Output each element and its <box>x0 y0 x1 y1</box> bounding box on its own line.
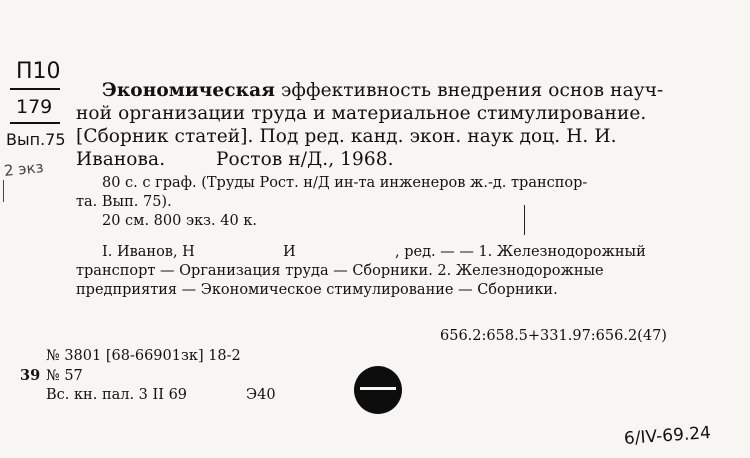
punched-hole <box>354 366 402 414</box>
entry-title-bold: Экономическая <box>102 80 275 101</box>
tracing-line-1a: I. Иванов, Н <box>102 244 195 260</box>
entry-line-7: 20 см. 800 экз. 40 к. <box>102 213 258 229</box>
entry-line-4a: Иванова. <box>76 149 166 170</box>
shelf-mark-2: 179 <box>16 96 53 118</box>
shelf-mark-4: 2 экз <box>3 157 45 181</box>
tracing-line-3: предприятия — Экономическое стимулирование — Сборники. <box>76 282 558 298</box>
entry-title-rest: эффективность внедрения основ науч- <box>280 80 664 101</box>
entry-line-3: [Сборник статей]. Под ред. канд. экон. наук доц. Н. И. <box>76 126 617 147</box>
registry-line-3b: Э40 <box>246 387 276 403</box>
vertical-mark <box>524 205 525 235</box>
date-note: 6/IV-69.24 <box>623 422 712 450</box>
shelf-mark-1: П10 <box>16 59 61 84</box>
entry-line-1 <box>102 82 663 101</box>
registry-prefix: 39 <box>20 367 41 384</box>
classification-index: 656.2:658.5+331.97:656.2(47) <box>440 328 667 344</box>
underline <box>10 122 60 124</box>
underline <box>10 88 60 90</box>
entry-line-2: ной организации труда и материальное стимулирование. <box>76 103 647 124</box>
tracing-line-1c: , ред. — — 1. Железнодорожный <box>395 244 646 260</box>
margin-mark <box>3 180 4 202</box>
entry-line-6: та. Вып. 75). <box>76 194 172 210</box>
entry-line-4b: Ростов н/Д., 1968. <box>216 149 394 170</box>
entry-line-5: 80 с. с граф. (Труды Рост. н/Д ин-та инженеров ж.-д. транспор- <box>102 175 588 191</box>
tracing-line-1b: И <box>283 244 296 260</box>
registry-line-1: № 3801 [68-66901зк] 18-2 <box>46 348 241 364</box>
tracing-line-2: транспорт — Организация труда — Сборники. 2. Железнодорожные <box>76 263 604 279</box>
registry-line-2: № 57 <box>46 368 83 384</box>
shelf-mark-3: Вып.75 <box>6 130 66 149</box>
registry-line-3: Вс. кн. пал. 3 II 69 <box>46 387 188 403</box>
